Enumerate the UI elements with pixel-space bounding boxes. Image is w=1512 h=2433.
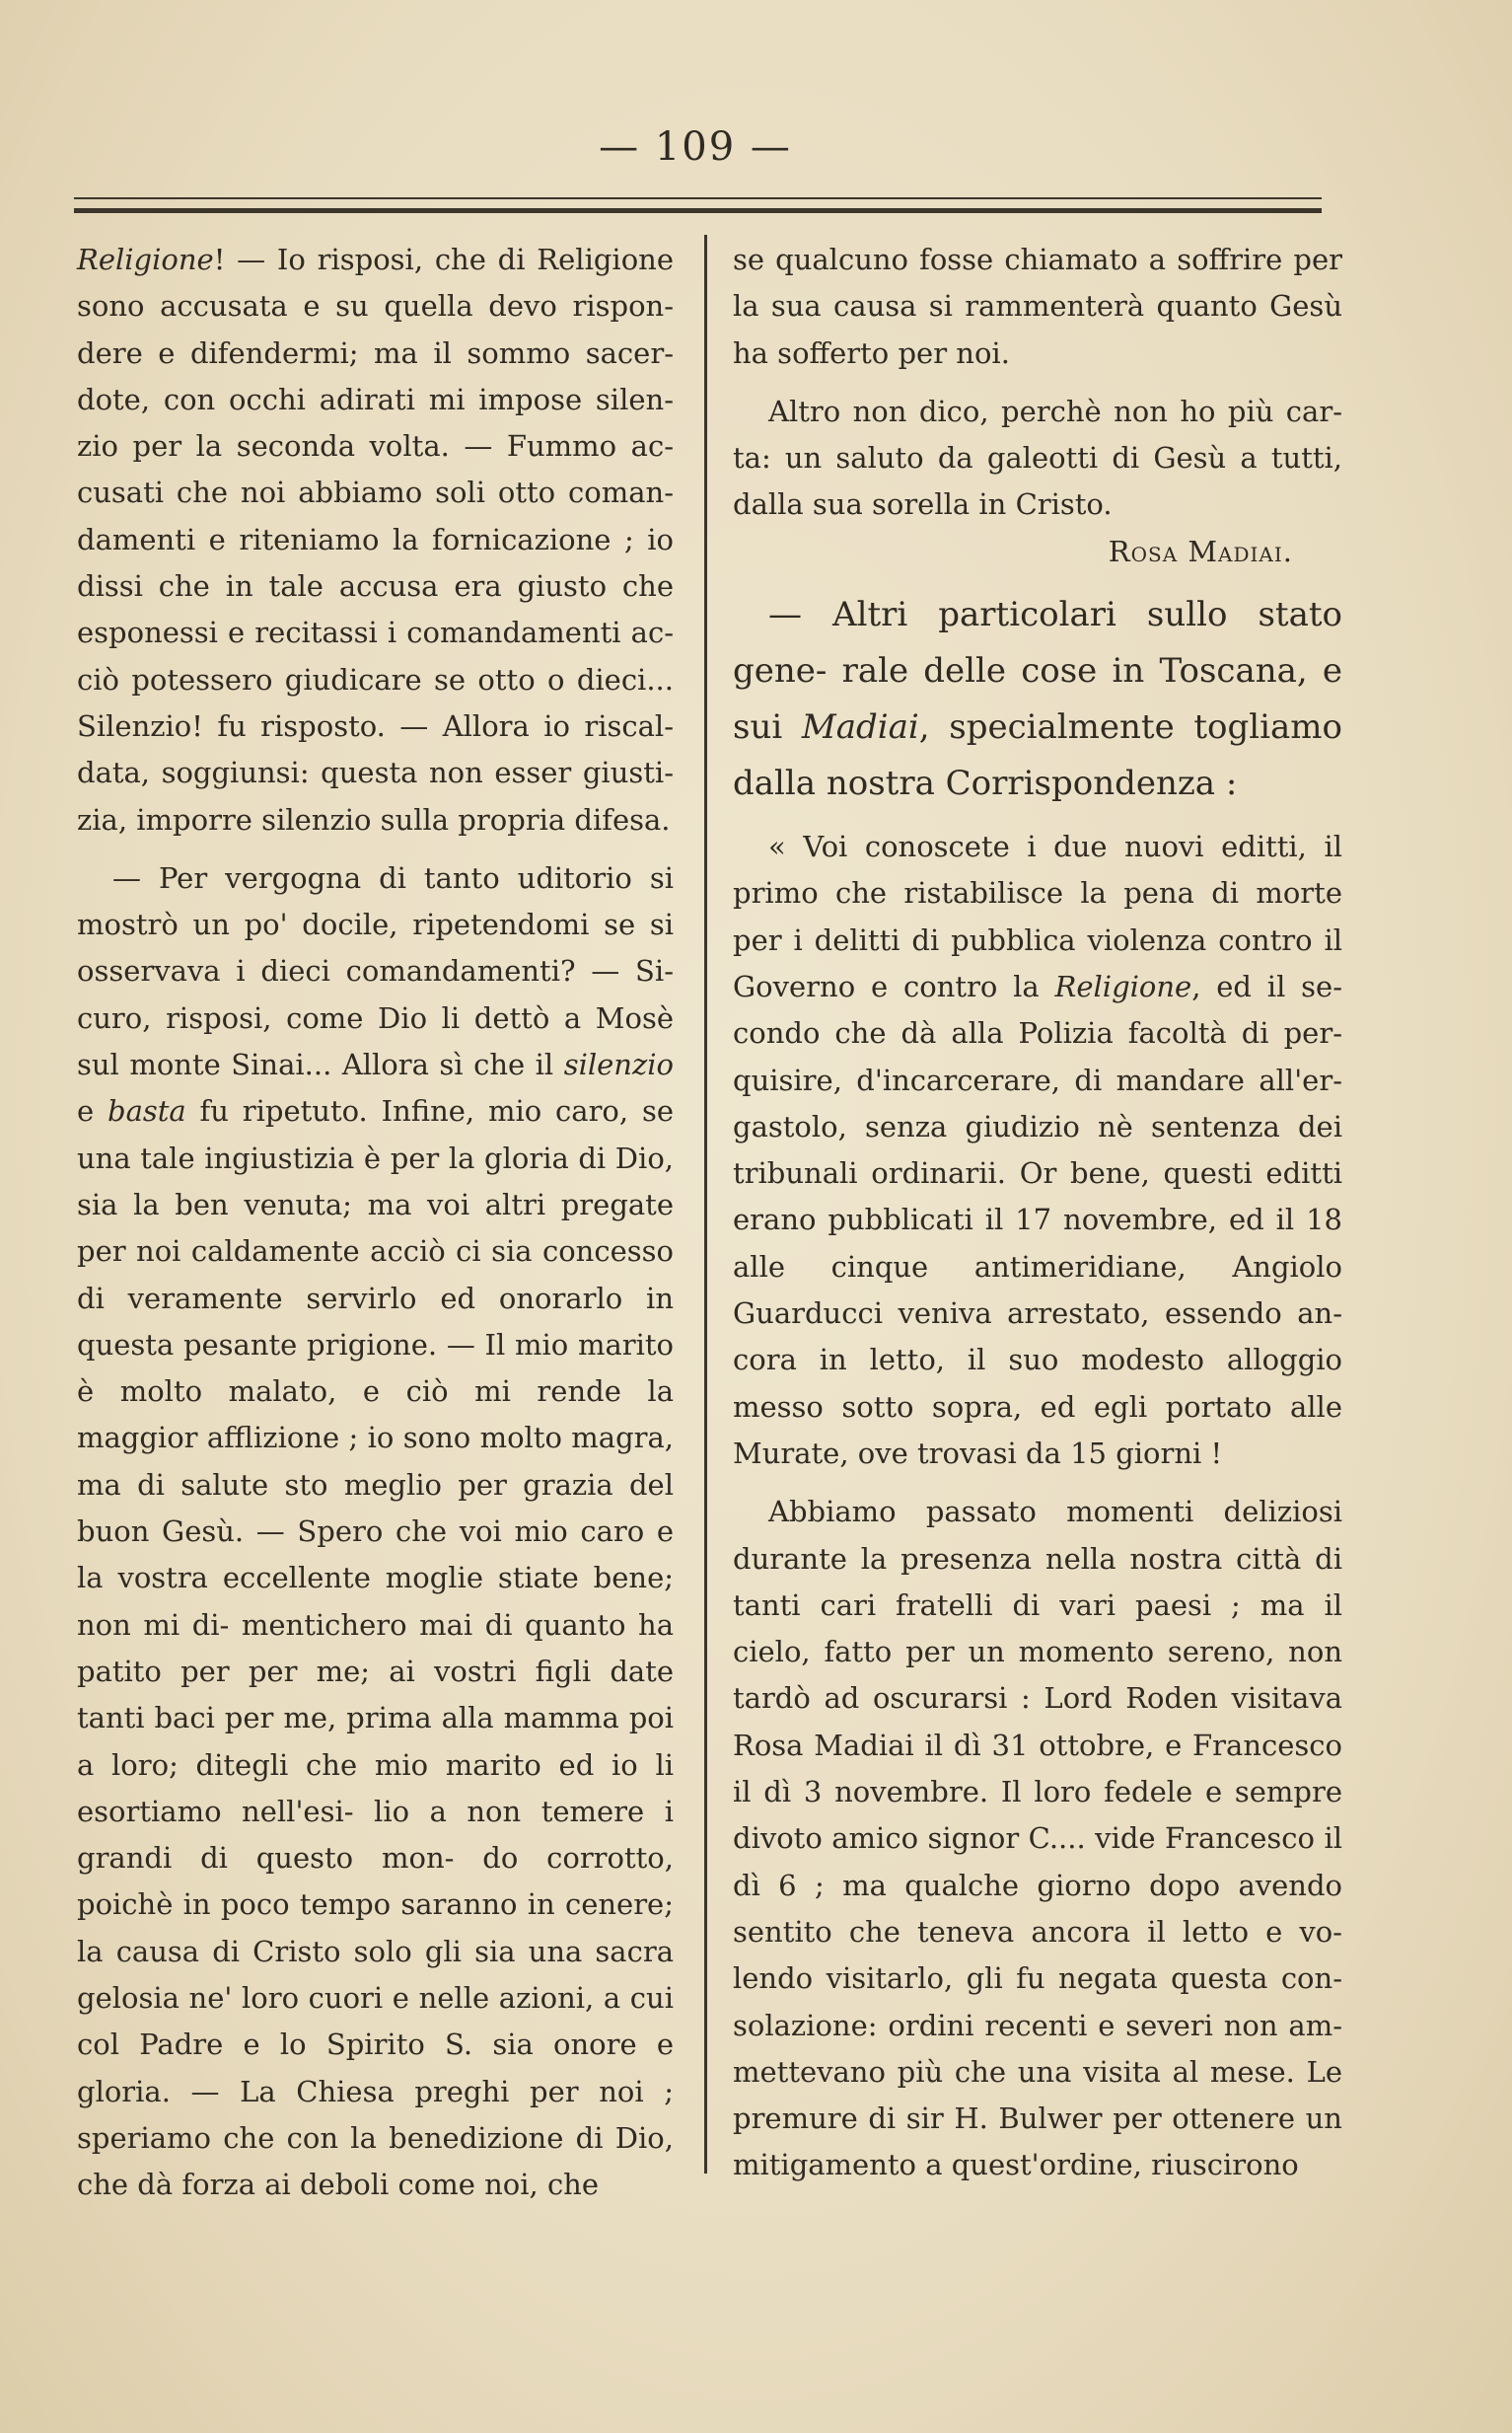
paragraph: [733, 237, 1342, 377]
text-run: « Voi conoscete i due nuovi editti, il primo che ristabilisce la pena di morte per i delitti di pubblica violenza contro il Governo e contro la: [733, 830, 1342, 1003]
text-run: ! — Io risposi, che di Religione sono accusata e su quella devo rispon- dere e difendermi; ma il sommo sacer- dote, con occhi adirati mi impose silen- zio per la seconda volta. — Fummo ac- cusati che noi abbiamo soli otto coman- damenti e riteniamo la fornicazione ; io dissi che in tale accusa era giusto che esponessi e recitassi i comandamenti ac- ciò potessero giudicare se otto o dieci... Silenzio! fu risposto. — Allora io riscal- data, soggiunsi: questa non esser giusti- zia, imporre silenzio sulla propria difesa.: [77, 243, 674, 837]
right-column: [733, 237, 1342, 2189]
paragraph: [733, 824, 1342, 1477]
italic-text: silenzio: [563, 1048, 674, 1082]
text-run: e: [77, 1094, 108, 1129]
text-run: — Altri particolari sullo stato gene- rale delle cose in Toscana, e sui: [733, 595, 1342, 748]
header-rule: [74, 197, 1322, 213]
paragraph: [77, 237, 674, 844]
text-run: Rosa Madiai.: [1108, 534, 1293, 568]
text-run: Altro non dico, perchè non ho più car- ta: un saluto da galeotti di Gesù a tutti, dalla sua sorella in Cristo.: [733, 394, 1342, 522]
text-run: , ed il se- condo che dà alla Polizia facoltà di per- quisire, d'incarcerare, di mandare all'er- gastolo, senza giudizio nè sentenza dei tribunali ordinarii. Or bene, questi editti erano pubblicati il 17 novembre, ed il 18 alle cinque antimeridiane, Angiolo Guarducci veniva arrestato, essendo an- cora in letto, il suo modesto alloggio messo sotto sopra, ed egli portato alle Murate, ove trovasi da 15 giorni !: [733, 969, 1343, 1470]
paragraph: [733, 587, 1342, 812]
left-column: [77, 237, 674, 2208]
signature: [733, 529, 1342, 575]
text-run: se qualcuno fosse chiamato a soffrire per la sua causa si rammenterà quanto Gesù ha sofferto per noi.: [733, 243, 1342, 370]
paragraph: [733, 1489, 1342, 2188]
text-run: — Per vergogna di tanto uditorio si mostrò un po' docile, ripetendomi se si osservava i dieci comandamenti? — Si- curo, risposi, come Dio li dettò a Mosè sul monte Sinai... Allora sì che il: [77, 860, 674, 1082]
italic-text: Religione: [77, 243, 214, 276]
paragraph: [77, 855, 674, 2209]
text-run: fu ripetuto. Infine, mio caro, se una tale ingiustizia è per la gloria di Dio, sia la ben venuta; ma voi altri pregate per noi caldamente acciò ci sia concesso di veramente servirlo ed onorarlo in questa pesante prigione. — Il mio marito è molto malato, e ciò mi rende la maggior afflizione ; io sono molto magra, ma di salute sto meglio per grazia del buon Gesù. — Spero che voi mio caro e la vostra eccellente moglie stiate bene; non mi di- mentichero mai di quanto ha patito per per me; ai vostri figli date tanti baci per me, prima alla mamma poi a loro; ditegli che mio marito ed io li esortiamo nell'esi- lio a non temere i grandi di questo mon- do corrotto, poichè in poco tempo saranno in cenere; la causa di Cristo solo gli sia una sacra gelosia ne' loro cuori e nelle azioni, a cui col Padre e lo Spirito S. sia onore e gloria. — La Chiesa preghi per noi ; speriamo che con la benedizione di Dio, che dà forza ai deboli come noi, che: [77, 1094, 674, 2202]
text-run: Abbiamo passato momenti deliziosi durante la presenza nella nostra città di tanti cari fratelli di vari paesi ; ma il cielo, fatto per un momento sereno, non tardò ad oscurarsi : Lord Roden visitava Rosa Madiai il dì 31 ottobre, e Francesco il dì 3 novembre. Il loro fedele e sempre divoto amico signor C.... vide Francesco il dì 6 ; ma qualche giorno dopo avendo sentito che teneva ancora il letto e vo- lendo visitarlo, gli fu negata questa con- solazione: ordini recenti e severi non am- mettevano più che una visita al mese. Le premure di sir H. Bulwer per ottenere un mitigamento a quest'ordine, riuscirono: [733, 1495, 1342, 2182]
italic-text: basta: [108, 1094, 186, 1129]
column-divider: [704, 235, 707, 2174]
page-number: — 109 —: [599, 124, 792, 170]
italic-text: Madiai: [801, 707, 919, 748]
italic-text: Religione: [1054, 969, 1192, 1003]
paragraph: [733, 389, 1342, 529]
text-run: , specialmente togliamo dalla nostra Corrispondenza :: [733, 707, 1342, 804]
